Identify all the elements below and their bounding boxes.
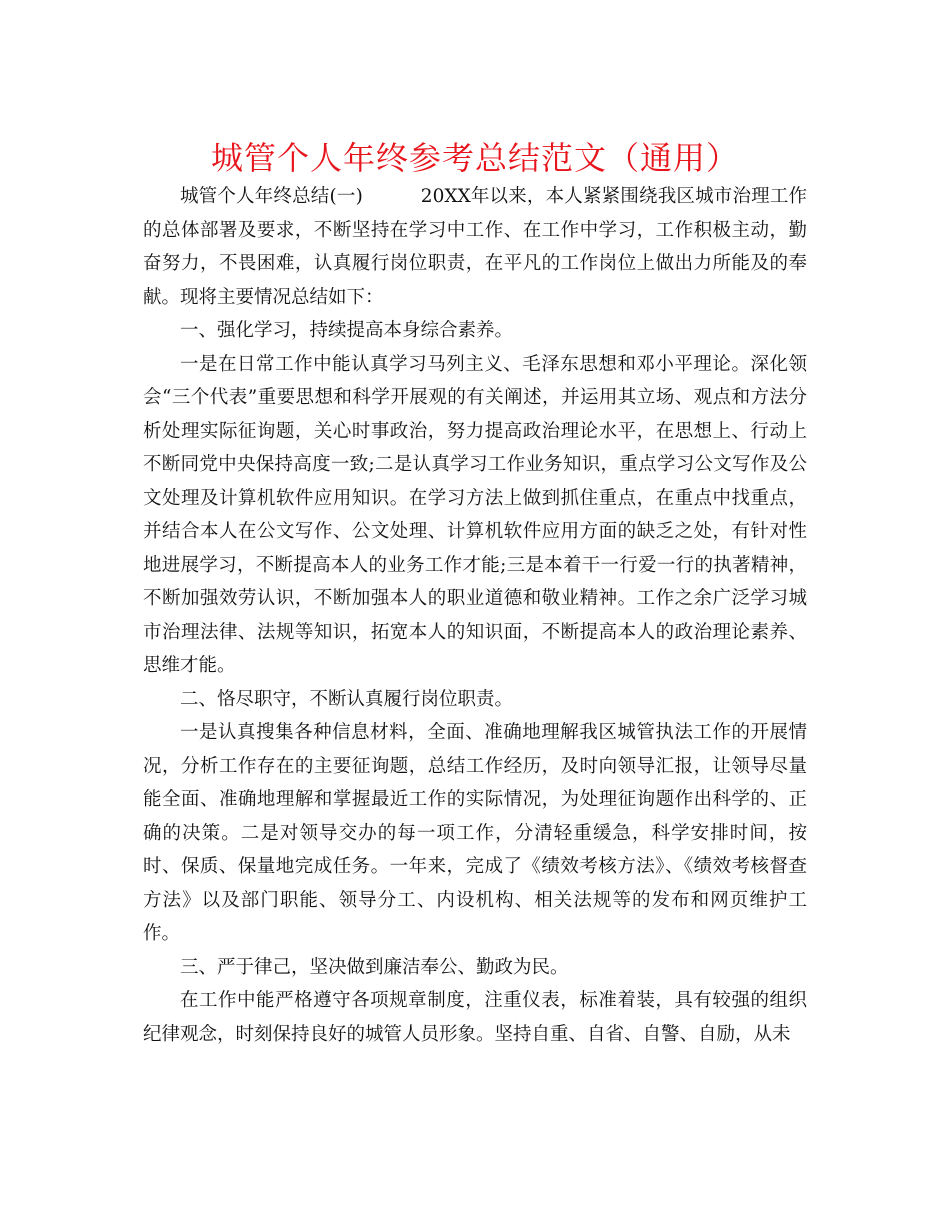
paragraph-intro xyxy=(143,180,807,314)
section-heading-3: 三、严于律己，坚决做到廉洁奉公、勤政为民。 xyxy=(180,956,569,978)
section-heading-1: 一、强化学习，持续提高本身综合素养。 xyxy=(180,320,514,341)
intro-heading: 城管个人年终总结(一) xyxy=(180,186,363,207)
document-title: 城管个人年终参考总结范文（通用） xyxy=(210,139,739,177)
paragraph-section-2: 一是认真搜集各种信息材料，全面、准确地理解我区城管执法工作的开展情况，分析工作存在的主要征询题，总结工作经历，及时向领导汇报，让领导尽量能全面、准确地理解和掌握最近工作的实际情况，为处理征询题作出科学的、正确的决策。二是对领导交办的每一项工作，分清轻重缓急，科学安排时间，按时、保质、保量地完成任务。一年来，完成了《绩效考核方法》、《绩效考核督查方法》以及部门职能、领导分工、内设机构、相关法规等的发布和网页维护工作。 xyxy=(143,722,807,944)
document-body xyxy=(143,180,807,1051)
paragraph-section-1: 一是在日常工作中能认真学习马列主义、毛泽东思想和邓小平理论。深化领会“三个代表”重要思想和科学开展观的有关阐述，并运用其立场、观点和方法分析处理实际征询题，关心时事政治，努力提高政治理论水平，在思想上、行动上不断同党中央保持高度一致;二是认真学习工作业务知识，重点学习公文写作及公文处理及计算机软件应用知识。在学习方法上做到抓住重点，在重点中找重点，并结合本人在公文写作、公文处理、计算机软件应用方面的缺乏之处，有针对性地进展学习，不断提高本人的业务工作才能;三是本着干一行爱一行的执著精神，不断加强效劳认识，不断加强本人的职业道德和敬业精神。工作之余广泛学习城市治理法律、法规等知识，拓宽本人的知识面，不断提高本人的政治理论素养、思维才能。 xyxy=(143,353,807,676)
section-heading-2: 二、恪尽职守，不断认真履行岗位职责。 xyxy=(180,688,514,710)
intro-text: 20XX年以来，本人紧紧围绕我区城市治理工作的总体部署及要求，不断坚持在学习中工作、在工作中学习，工作积极主动，勤奋努力，不畏困难，认真履行岗位职责，在平凡的工作岗位上做出力所能及的奉献。现将主要情况总结如下： xyxy=(143,186,808,308)
paragraph-section-3: 在工作中能严格遵守各项规章制度，注重仪表，标准着装，具有较强的组织纪律观念，时刻保持良好的城管人员形象。坚持自重、自省、自警、自励，从未 xyxy=(143,990,807,1045)
